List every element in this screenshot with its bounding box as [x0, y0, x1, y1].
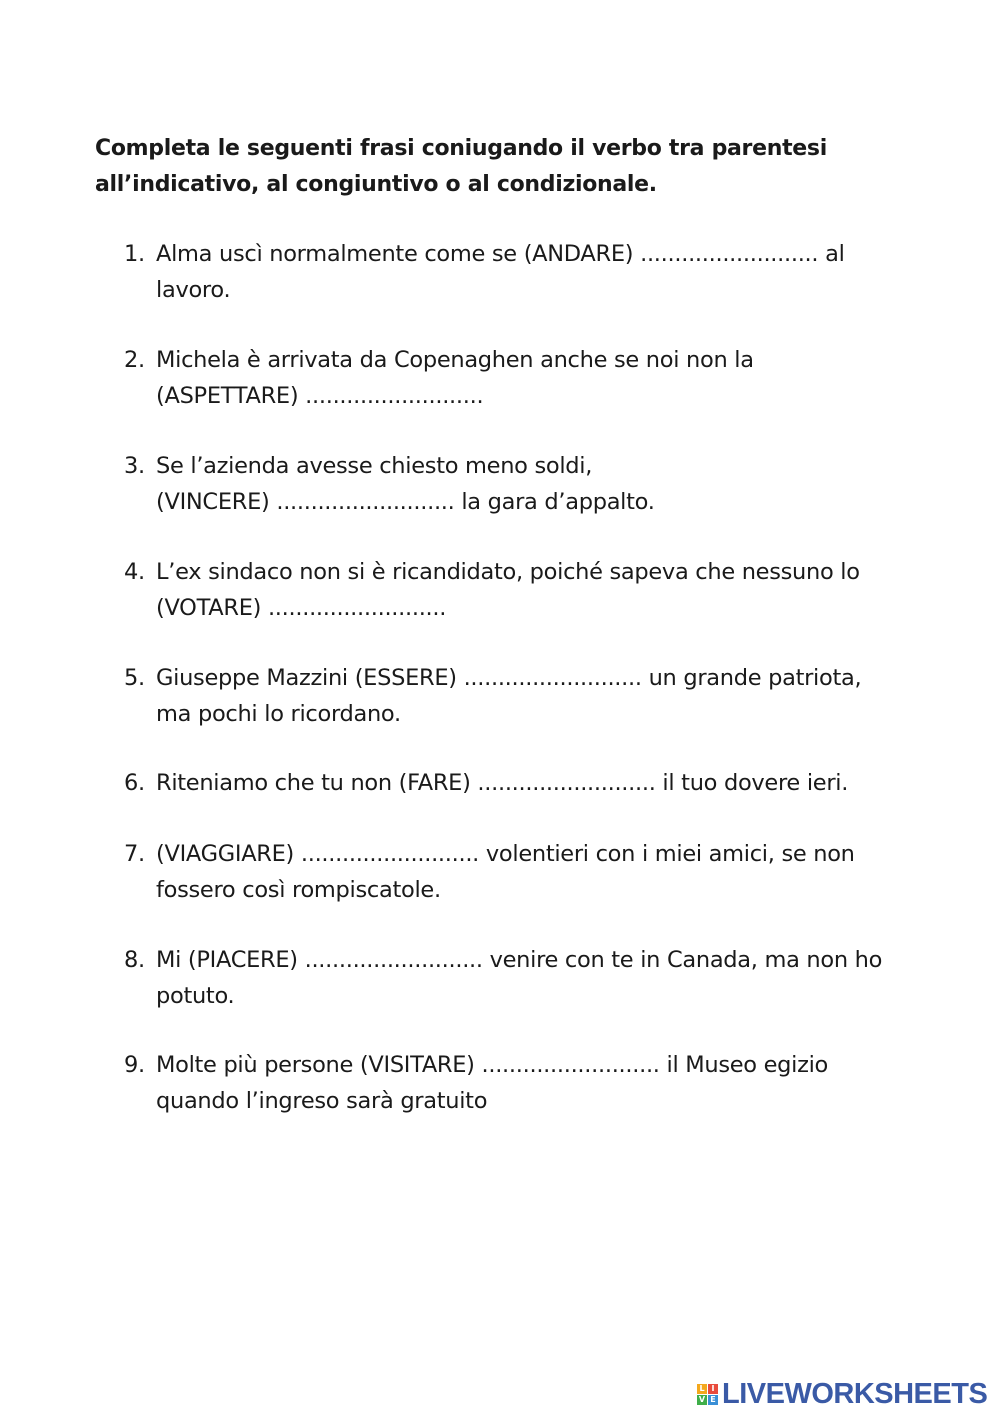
item-text-line-1: Molte più persone (VISITARE) .......................... il Museo egizio — [156, 1052, 829, 1078]
instructions — [95, 131, 915, 203]
logo-mark-cell: I — [708, 1384, 718, 1394]
item-text-line-2: ma pochi lo ricordano. — [156, 701, 401, 727]
item-number: 7. — [124, 841, 145, 867]
item-number: 1. — [124, 241, 145, 267]
item-text-line-2: (VINCERE) .......................... la gara d’appalto. — [156, 489, 655, 515]
item-text-line-2: (ASPETTARE) .......................... — [156, 383, 484, 409]
liveworksheets-logo[interactable] — [697, 1378, 987, 1410]
logo-text: LIVEWORKSHEETS — [722, 1377, 988, 1410]
item-text-line-1: Alma uscì normalmente come se (ANDARE) .......................... al — [156, 241, 845, 267]
liveworksheets-logo-icon — [697, 1384, 718, 1405]
item-text-line-1: Michela è arrivata da Copenaghen anche se noi non la — [156, 347, 754, 373]
item-number: 4. — [124, 559, 145, 585]
item-number: 2. — [124, 347, 145, 373]
item-text-line-2: lavoro. — [156, 277, 231, 303]
item-text-line-2: quando l’ingreso sarà gratuito — [156, 1088, 488, 1114]
item-text-line-1: Giuseppe Mazzini (ESSERE) .......................... un grande patriota, — [156, 665, 862, 691]
item-number: 6. — [124, 770, 145, 796]
item-text-line-1: Riteniamo che tu non (FARE) .......................... il tuo dovere ieri. — [156, 770, 849, 796]
logo-mark-cell: L — [697, 1384, 707, 1394]
item-number: 8. — [124, 947, 145, 973]
item-number: 9. — [124, 1052, 145, 1078]
item-text-line-1: Mi (PIACERE) .......................... venire con te in Canada, ma non ho — [156, 947, 883, 973]
instructions-line-2: all’indicativo, al congiuntivo o al condizionale. — [95, 172, 657, 197]
item-text-line-1: (VIAGGIARE) .......................... volentieri con i miei amici, se non — [156, 841, 855, 867]
item-text-line-1: L’ex sindaco non si è ricandidato, poiché sapeva che nessuno lo — [156, 559, 860, 585]
item-number: 3. — [124, 453, 145, 479]
logo-mark-cell: E — [708, 1395, 718, 1405]
item-text-line-1: Se l’azienda avesse chiesto meno soldi, — [156, 453, 593, 479]
item-text-line-2: potuto. — [156, 983, 235, 1009]
instructions-line-1: Completa le seguenti frasi coniugando il verbo tra parentesi — [95, 136, 827, 161]
item-text-line-2: fossero così rompiscatole. — [156, 877, 441, 903]
logo-mark-cell: V — [698, 1394, 706, 1404]
item-text-line-2: (VOTARE) .......................... — [156, 595, 447, 621]
item-number: 5. — [124, 665, 145, 691]
